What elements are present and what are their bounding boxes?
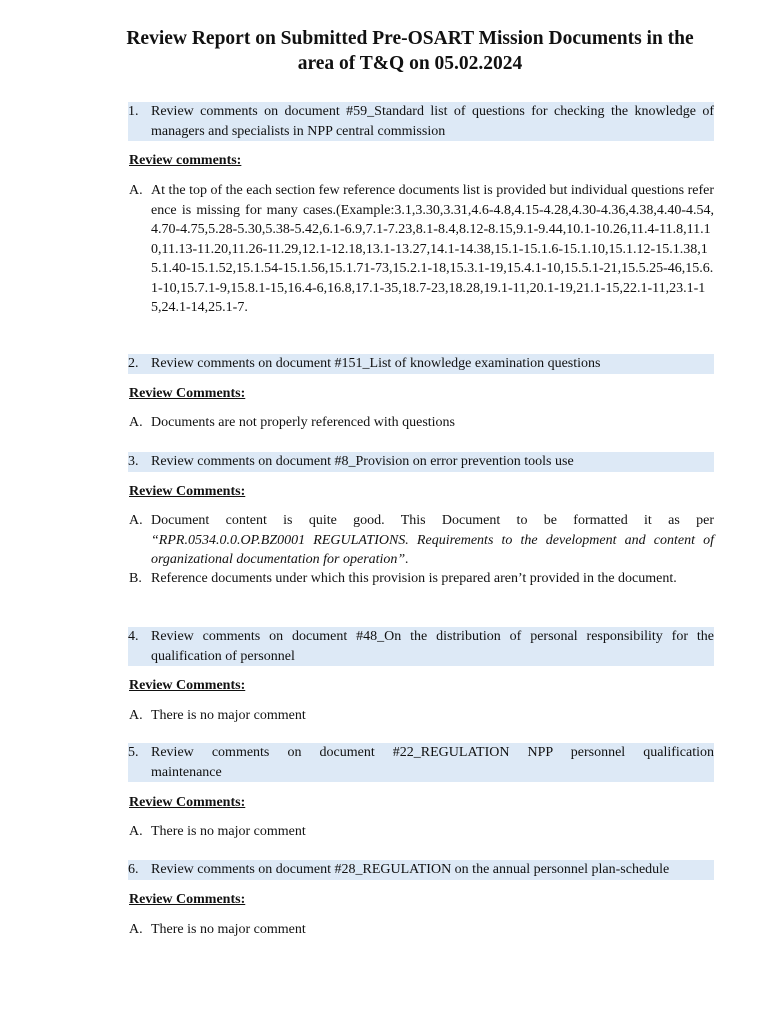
comment-letter: A. xyxy=(129,415,143,430)
comment-item xyxy=(129,511,714,570)
comment-item xyxy=(129,569,714,589)
review-comments-label: Review Comments: xyxy=(129,484,246,499)
comment-text xyxy=(151,511,714,570)
section-heading-text: Review comments on document #28_REGULATION on the annual personnel plan-schedule xyxy=(151,862,670,877)
title-line-2: area of T&Q on 05.02.2024 xyxy=(297,53,523,74)
section-heading-text: Review comments on document #59_Standard list of questions for checking the knowledge of managers and specialists in NPP central commission xyxy=(151,104,714,139)
comment-main-text: Document content is quite good. This Document to be formatted it as per xyxy=(151,513,714,528)
review-comments-label: Review Comments: xyxy=(129,892,246,907)
review-comments-label: Review Comments: xyxy=(129,386,246,401)
section-number: 1. xyxy=(128,104,139,119)
comment-item xyxy=(129,413,714,433)
comment-item xyxy=(129,822,714,842)
comment-letter: A. xyxy=(129,922,143,937)
comment-letter: A. xyxy=(129,824,143,839)
section-number: 2. xyxy=(128,356,139,371)
review-comments-label: Review comments: xyxy=(129,153,242,168)
section-number: 5. xyxy=(128,745,139,760)
comment-text: There is no major comment xyxy=(151,922,306,937)
title-line-1: Review Report on Submitted Pre-OSART Mission Documents in the xyxy=(126,28,694,49)
section-number: 4. xyxy=(128,629,139,644)
comment-text: Reference documents under which this provision is prepared aren’t provided in the document. xyxy=(151,571,677,586)
section-number: 3. xyxy=(128,454,139,469)
comment-text: At the top of the each section few reference documents list is provided but individual questions reference is missing for many cases.(Example:3.1,3.30,3.31,4.6-4.8,4.15-4.28,4.30-4.36,4.38,4.40-4.54,4.70-4.75,5.28-5.30,5.38-5.42,6.1-6.9,7.1-7.23,8.1-8.4,8.12-8.15,9.1-9.44,10.1-10.26,11.4-11.8,11.10,11.13-11.20,11.26-11.29,12.1-12.18,13.1-13.27,14.1-14.38,15.1-15.1.6-15.1.10,15.1.12-15.1.38,15.1.40-15.1.52,15.1.54-15.1.56,15.1.71-73,15.2.1-18,15.3.1-19,15.4.1-10,15.5.1-21,15.5.25-46,15.6.1-10,15.7.1-9,15.8.1-15,16.4-6,16.8,17.1-35,18.7-23,18.28,19.1-11,20.1-19,21.1-15,22.1-11,23.1-15,24.1-14,25.1-7. xyxy=(151,183,714,315)
section-heading-1 xyxy=(128,102,714,141)
comment-item xyxy=(129,706,714,726)
comment-letter: A. xyxy=(129,708,143,723)
section-heading-text: Review comments on document #22_REGULATION NPP personnel qualification maintenance xyxy=(151,745,714,780)
section-heading-3 xyxy=(128,452,714,472)
comment-text: There is no major comment xyxy=(151,824,306,839)
comment-letter: B. xyxy=(129,571,142,586)
review-comments-label: Review Comments: xyxy=(129,678,246,693)
section-heading-4 xyxy=(128,627,714,666)
section-heading-5 xyxy=(128,743,714,782)
comment-item xyxy=(129,181,714,318)
comment-text: Documents are not properly referenced with questions xyxy=(151,415,456,430)
review-comments-label: Review Comments: xyxy=(129,795,246,810)
comment-item xyxy=(129,920,714,940)
comment-letter: A. xyxy=(129,513,143,528)
regulation-reference: “RPR.0534.0.0.OP.BZ0001 REGULATIONS. Requirements to the development and content of organizational documentation for operation”. xyxy=(151,532,714,567)
section-heading-text: Review comments on document #8_Provision on error prevention tools use xyxy=(151,454,574,469)
page-title xyxy=(100,26,720,76)
comment-text: There is no major comment xyxy=(151,708,306,723)
section-number: 6. xyxy=(128,862,139,877)
comment-letter: A. xyxy=(129,183,143,198)
section-heading-text: Review comments on document #151_List of knowledge examination questions xyxy=(151,356,601,371)
section-heading-6 xyxy=(128,860,714,880)
section-heading-text: Review comments on document #48_On the distribution of personal responsibility for the qualification of personnel xyxy=(151,629,714,664)
section-heading-2 xyxy=(128,354,714,374)
